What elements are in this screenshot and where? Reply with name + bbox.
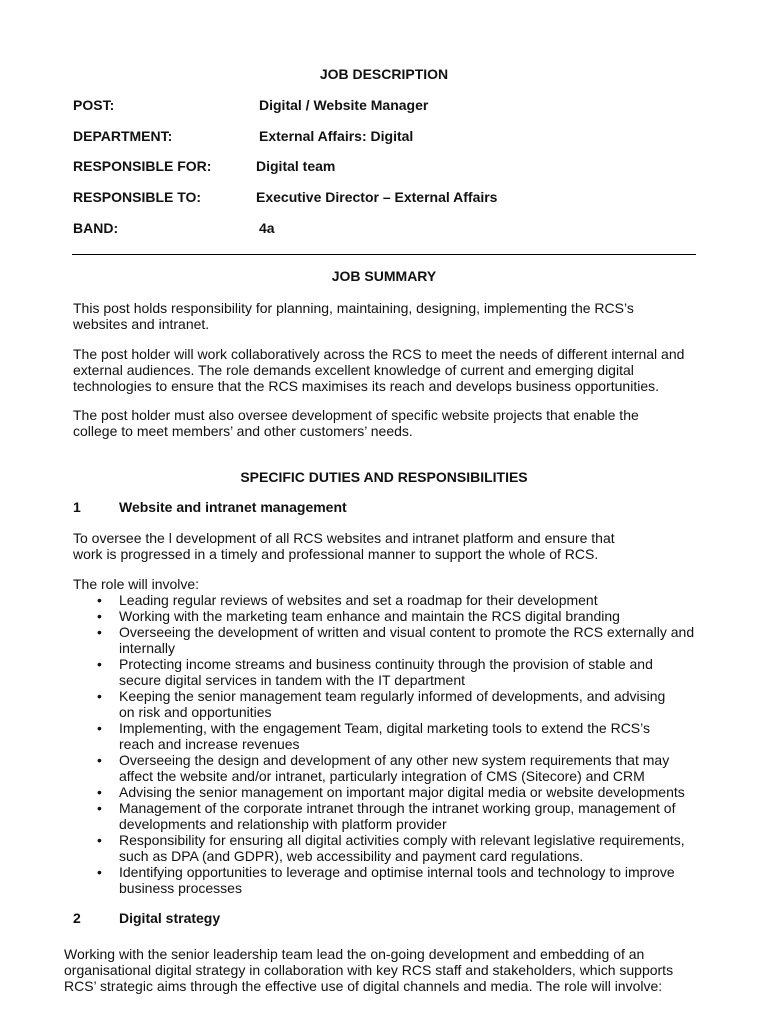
section-2-text: Working with the senior leadership team lead the on-going development and embedding of an organisational digital strategy in collaboration with key RCS staff and stakeholders, which supports RCS’ strategic aims through the effective use of digital channels and media. The role will involve: <box>64 946 674 994</box>
list-item: • Leading regular reviews of websites and set a roadmap for their development <box>97 592 598 608</box>
responsible-to-label: RESPONSIBLE TO: <box>73 189 202 205</box>
band-label: BAND: <box>73 220 119 236</box>
bullet-icon: • <box>97 608 102 624</box>
department-value: External Affairs: Digital <box>259 128 414 144</box>
section-1-intro: To oversee the l development of all RCS websites and intranet platform and ensure that work is progressed in a timely and professional manner to support the whole of RCS. <box>73 530 615 562</box>
summary-paragraph-1: This post holds responsibility for planning, maintaining, designing, implementing the RCS’s websites and intranet. <box>73 300 634 332</box>
section-1-title: Website and intranet management <box>119 499 347 515</box>
responsible-for-value: Digital team <box>256 158 336 174</box>
section-1-number: 1 <box>73 499 81 515</box>
list-item: • Implementing, with the engagement Team, digital marketing tools to extend the RCS’s reach and increase revenues <box>97 720 650 752</box>
bullet-icon: • <box>97 784 102 800</box>
list-item: • Responsibility for ensuring all digital activities comply with relevant legislative requirements, such as DPA (and GDPR), web accessibility and payment card regulations. <box>97 832 685 864</box>
list-item: • Advising the senior management on important major digital media or website developments <box>97 784 685 800</box>
post-value: Digital / Website Manager <box>259 97 429 113</box>
section-1-lead: The role will involve: <box>73 576 200 592</box>
department-label: DEPARTMENT: <box>73 128 173 144</box>
post-label: POST: <box>73 97 115 113</box>
list-item: • Working with the marketing team enhance and maintain the RCS digital branding <box>97 608 620 624</box>
section-2-title: Digital strategy <box>119 910 221 926</box>
list-item: • Overseeing the design and development of any other new system requirements that may affect the website and/or intranet, particularly integration of CMS (Sitecore) and CRM <box>97 752 670 784</box>
header-divider <box>72 254 696 255</box>
section-1-bullet-list <box>73 592 713 896</box>
duties-heading: SPECIFIC DUTIES AND RESPONSIBILITIES <box>240 469 528 485</box>
list-item: • Protecting income streams and business continuity through the provision of stable and secure digital services in tandem with the IT department <box>97 656 653 688</box>
bullet-icon: • <box>97 832 102 848</box>
band-value: 4a <box>259 220 275 236</box>
summary-paragraph-2: The post holder will work collaboratively across the RCS to meet the needs of different internal and external audiences. The role demands excellent knowledge of current and emerging digital technologies to ensure that the RCS maximises its reach and develops business opportunities. <box>73 346 685 394</box>
bullet-icon: • <box>97 752 102 768</box>
bullet-icon: • <box>97 656 102 672</box>
list-item: • Identifying opportunities to leverage and optimise internal tools and technology to improve business processes <box>97 864 675 896</box>
document-title: JOB DESCRIPTION <box>319 66 449 82</box>
job-summary-heading: JOB SUMMARY <box>331 268 437 284</box>
responsible-for-label: RESPONSIBLE FOR: <box>73 158 212 174</box>
bullet-icon: • <box>97 624 102 640</box>
list-item: • Overseeing the development of written and visual content to promote the RCS externally and internally <box>97 624 695 656</box>
bullet-icon: • <box>97 800 102 816</box>
list-item: • Keeping the senior management team regularly informed of developments, and advising on risk and opportunities <box>97 688 666 720</box>
responsible-to-value: Executive Director – External Affairs <box>256 189 498 205</box>
list-item: • Management of the corporate intranet through the intranet working group, management of developments and relationship with platform provider <box>97 800 676 832</box>
bullet-icon: • <box>97 720 102 736</box>
bullet-icon: • <box>97 688 102 704</box>
bullet-icon: • <box>97 592 102 608</box>
section-2-number: 2 <box>73 910 81 926</box>
bullet-icon: • <box>97 864 102 880</box>
summary-paragraph-3: The post holder must also oversee development of specific website projects that enable the college to meet members’ and other customers’ needs. <box>73 407 639 439</box>
